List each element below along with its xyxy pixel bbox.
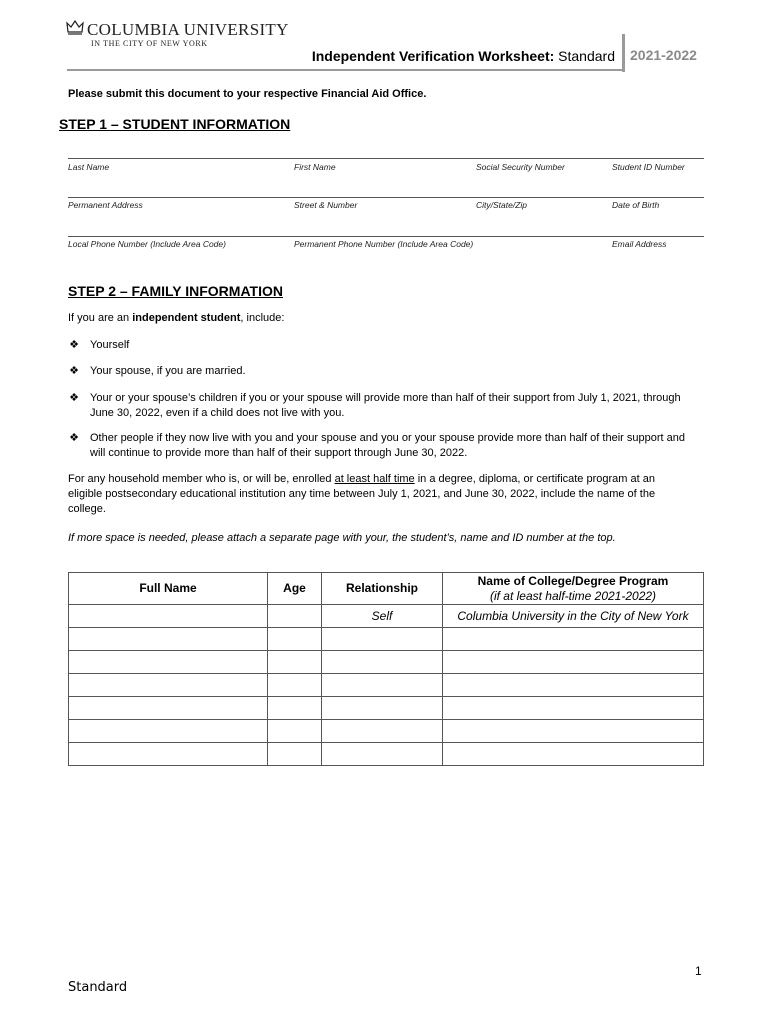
- household-underline: at least half time: [334, 473, 415, 485]
- cell-full-name[interactable]: [69, 720, 268, 743]
- diamond-bullet-icon: ❖: [69, 392, 79, 404]
- cell-relationship[interactable]: [322, 628, 443, 651]
- form-line-row2[interactable]: [68, 197, 704, 198]
- header-relationship: Relationship: [322, 573, 443, 605]
- cell-age[interactable]: [268, 674, 322, 697]
- cell-relationship[interactable]: [322, 651, 443, 674]
- label-email: Email Address: [612, 239, 667, 249]
- label-city-state-zip: City/State/Zip: [476, 200, 528, 210]
- header-college-title: Name of College/Degree Program: [477, 573, 669, 588]
- cell-age[interactable]: [268, 651, 322, 674]
- document-title-rest: Standard: [554, 48, 615, 64]
- cell-college[interactable]: Columbia University in the City of New York: [443, 605, 704, 628]
- document-title: [312, 48, 615, 64]
- household-text-end: in a degree, diploma, or certificate program at an eligible postsecondary educational institution any time between July 1, 2021, and June 30, 2022, include the name of the college.: [68, 473, 656, 515]
- cell-age[interactable]: [268, 697, 322, 720]
- cell-college[interactable]: [443, 697, 704, 720]
- cell-age[interactable]: [268, 743, 322, 766]
- household-text: For any household member who is, or will be, enrolled: [68, 473, 335, 485]
- table-row: [69, 743, 704, 766]
- cell-age[interactable]: [268, 605, 322, 628]
- form-line-row1[interactable]: [68, 158, 704, 159]
- table-row: [69, 697, 704, 720]
- bullet-text: Yourself: [90, 339, 130, 351]
- label-last-name: Last Name: [68, 162, 110, 172]
- space-note: If more space is needed, please attach a separate page with your, the student’s, name and ID number at the top.: [68, 532, 616, 544]
- logo-subtitle: IN THE CITY OF NEW YORK: [91, 39, 208, 48]
- cell-college[interactable]: [443, 628, 704, 651]
- cell-age[interactable]: [268, 628, 322, 651]
- cell-college[interactable]: [443, 674, 704, 697]
- table-row: [69, 628, 704, 651]
- step2-heading: STEP 2 – FAMILY INFORMATION: [68, 283, 283, 299]
- diamond-bullet-icon: ❖: [69, 339, 79, 351]
- table-row: [69, 605, 704, 628]
- title-underline: [67, 69, 622, 71]
- household-paragraph: [68, 472, 688, 517]
- cell-relationship[interactable]: [322, 674, 443, 697]
- title-divider: [622, 34, 625, 72]
- cell-relationship[interactable]: [322, 743, 443, 766]
- submit-instruction: Please submit this document to your respective Financial Aid Office.: [68, 88, 427, 100]
- label-date-of-birth: Date of Birth: [612, 200, 660, 210]
- intro-text: If you are an: [68, 312, 133, 324]
- footer-label: Standard: [68, 980, 128, 995]
- label-student-id: Student ID Number: [612, 162, 685, 172]
- header-full-name: Full Name: [69, 573, 268, 605]
- cell-relationship[interactable]: Self: [322, 605, 443, 628]
- cell-full-name[interactable]: [69, 674, 268, 697]
- page-number: 1: [695, 964, 702, 978]
- label-permanent-phone: Permanent Phone Number (Include Area Code): [294, 239, 474, 249]
- cell-full-name[interactable]: [69, 628, 268, 651]
- cell-full-name[interactable]: [69, 743, 268, 766]
- label-street-number: Street & Number: [294, 200, 358, 210]
- cell-relationship[interactable]: [322, 697, 443, 720]
- independent-intro: [68, 311, 704, 326]
- table-row: [69, 651, 704, 674]
- award-year: 2021-2022: [630, 47, 697, 63]
- label-ssn: Social Security Number: [476, 162, 565, 172]
- table-row: [69, 674, 704, 697]
- cell-age[interactable]: [268, 720, 322, 743]
- header-college-sub: (if at least half-time 2021-2022): [489, 588, 657, 603]
- bullet-text: Your or your spouse’s children if you or your spouse will provide more than half of their support from July 1, 2021, through June 30, 2022, even if a child does not live with you.: [90, 392, 681, 419]
- header-age: Age: [268, 573, 322, 605]
- diamond-bullet-icon: ❖: [69, 365, 79, 377]
- family-table: [68, 572, 704, 766]
- document-title-bold: Independent Verification Worksheet:: [311, 48, 555, 64]
- cell-relationship[interactable]: [322, 720, 443, 743]
- diamond-bullet-icon: ❖: [69, 432, 79, 444]
- table-row: [69, 720, 704, 743]
- cell-full-name[interactable]: [69, 605, 268, 628]
- cell-college[interactable]: [443, 651, 704, 674]
- bullet-text: Your spouse, if you are married.: [90, 365, 246, 377]
- label-permanent-address: Permanent Address: [68, 200, 143, 210]
- label-local-phone: Local Phone Number (Include Area Code): [68, 239, 226, 249]
- cell-full-name[interactable]: [69, 651, 268, 674]
- intro-text-end: , include:: [240, 312, 285, 324]
- bullet-text: Other people if they now live with you and your spouse and you or your spouse provide more than half of their support and will continue to provide more than half of their support through June 30, 2022.: [90, 432, 685, 459]
- table-header-row: [69, 573, 704, 605]
- header-college: [443, 573, 704, 605]
- cell-full-name[interactable]: [69, 697, 268, 720]
- logo-name: COLUMBIA UNIVERSITY: [87, 20, 289, 39]
- cell-college[interactable]: [443, 720, 704, 743]
- label-first-name: First Name: [294, 162, 336, 172]
- form-line-row3[interactable]: [68, 236, 704, 237]
- intro-bold: independent student: [132, 312, 241, 324]
- step1-heading: STEP 1 – STUDENT INFORMATION: [59, 116, 291, 132]
- crown-icon: [66, 19, 84, 35]
- cell-college[interactable]: [443, 743, 704, 766]
